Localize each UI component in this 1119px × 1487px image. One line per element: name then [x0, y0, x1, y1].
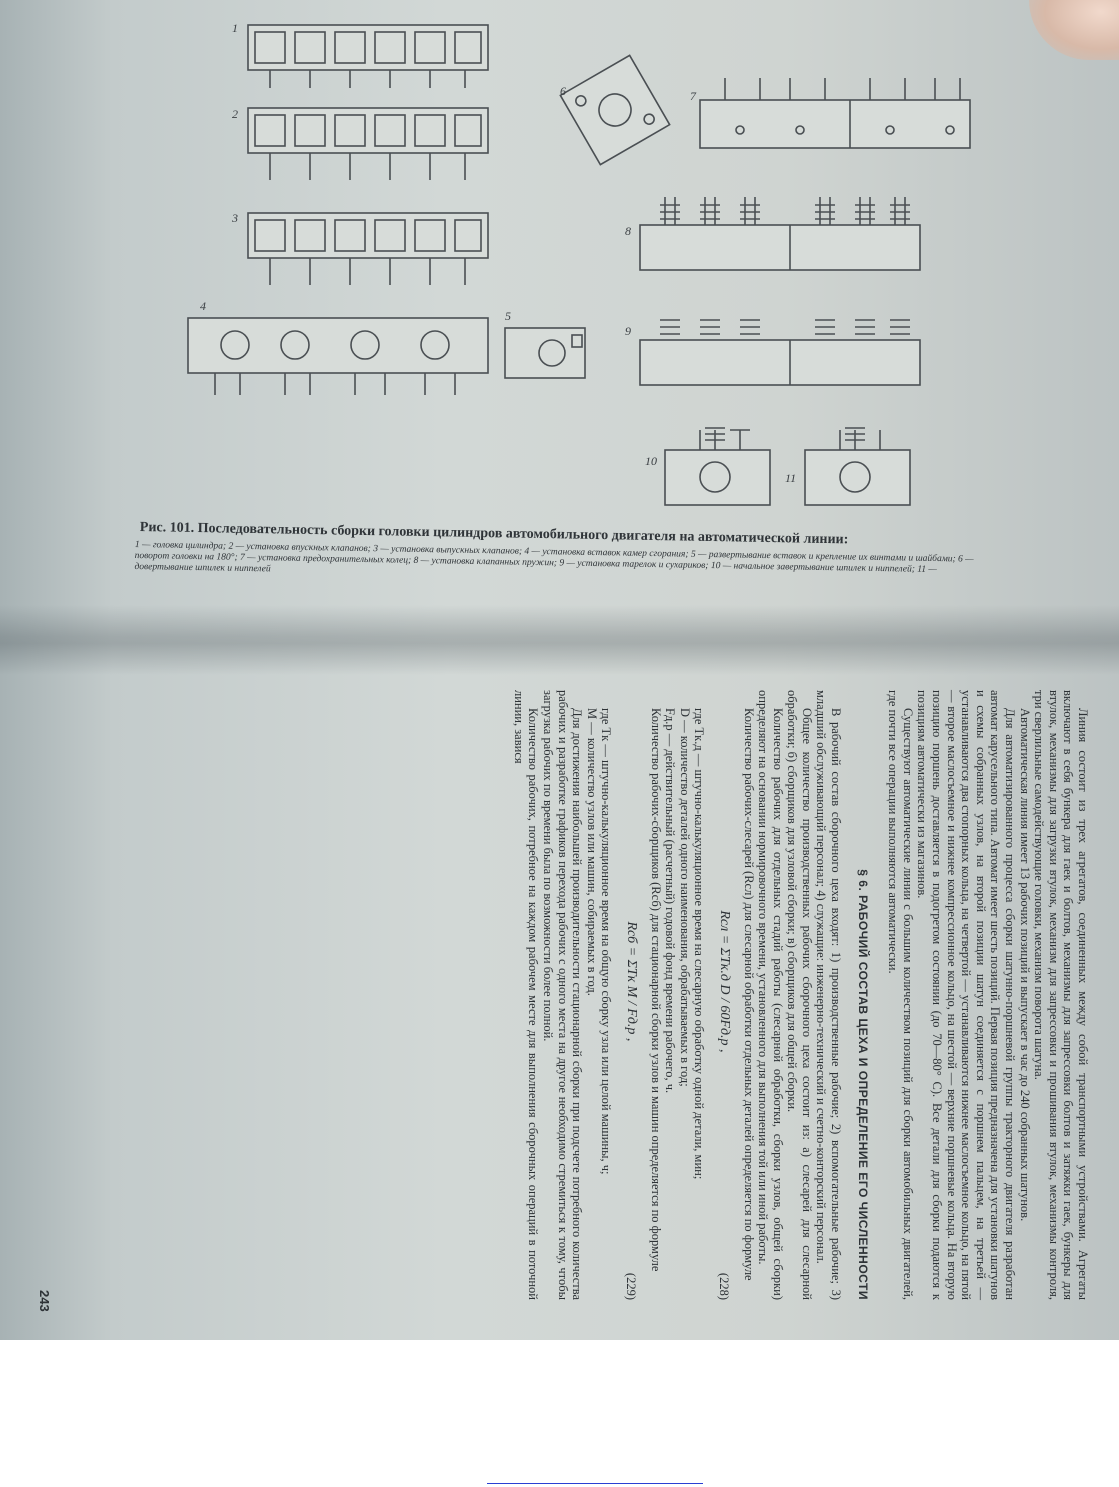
page-number: 243 — [37, 1290, 52, 1312]
paragraph: Автоматическая линия имеет 13 рабочих позиций и выпускает в час до 240 собранных шатунов. — [1017, 708, 1032, 1222]
figure-page — [134, 0, 990, 610]
fig-label-9: 9 — [625, 324, 631, 338]
head-block-11 — [805, 428, 910, 505]
fig-label-11: 11 — [785, 471, 797, 485]
paragraph: где Tк.д — штучно-калькуляционное время на слесарную обработку одной детали, мин; — [692, 708, 707, 1180]
head-block-4 — [188, 318, 488, 395]
head-block-6 — [560, 55, 669, 164]
paragraph: D — количество деталей одного наименования, обрабатываемых в год; — [677, 708, 692, 1087]
formula-229-expression: Rсб = ΣTк M / Fд.р , — [623, 921, 639, 1042]
book-gutter-shadow — [0, 605, 1119, 675]
formula-228 — [716, 690, 731, 1300]
fig-label-2: 2 — [232, 107, 238, 121]
fig-label-8: 8 — [625, 224, 631, 238]
figure-caption-title: Рис. 101. Последовательность сборки головки цилиндров автомобильного двигателя на автоматической линии: — [139, 520, 849, 548]
paragraph: где Tк — штучно-калькуляционное время на общую сборку узла или целой машины, ч; — [599, 708, 614, 1175]
paragraph: Для достижения наибольшей производительности стационарной сборки при подсчете потребного количества рабочих и разработке графиков перехода рабочих с одного места на другое необходимо стремиться к тому, чтобы загрузка рабочих по времени была по возможности более полной. — [541, 690, 585, 1300]
head-block-9 — [640, 320, 920, 385]
fig-label-7: 7 — [690, 89, 696, 103]
text-page — [37, 690, 1090, 1320]
paragraph: Количество рабочих, потребное на каждом рабочем месте для выполнения сборочных операций в поточной линии, завися — [511, 690, 541, 1300]
paragraph: M — количество узлов или машин, собираемых в год. — [584, 708, 599, 996]
text-column — [511, 690, 1090, 1300]
paragraph: Fд.р — действительный (расчетный) годовой фонд времени рабочего, ч. — [663, 708, 678, 1094]
paragraph: Существуют автоматические линии с большим количеством позиций для сборки автомобильных двигателей, где почти все операции выполняются автоматически. — [886, 690, 915, 1300]
paragraph: Для автоматизированного процесса сборки шатунно-поршневой группы тракторного двигателя разработан автомат карусельного типа. Автомат имеет шесть позиций. Первая позиция предназначена для установки шатунов и схемы собранных узлов, на второй позиции шатун соединяется с поршнем пальцем, на третьей — устанавливаются два стопорных кольца, на четвертой — устанавливаются нижнее маслосъемное кольцо, на пятой — второе маслосъемное и нижнее компрессионное кольцо, на шестой — верхние поршневые кольца. На вторую позицию поршень доставляется в подогретом состоянии (до 70—80° C). Все детали для сборки подаются к позициям автоматически из магазинов. — [915, 690, 1018, 1300]
head-block-3 — [248, 213, 488, 285]
section-heading: § 6. РАБОЧИЙ СОСТАВ ЦЕХА И ОПРЕДЕЛЕНИЕ ЕГО ЧИСЛЕННОСТИ — [855, 869, 870, 1300]
paragraph: Линия состоит из трех агрегатов, соединенных между собой транспортными устройствами. Агрегаты включают в себя бункера для гаек и болтов, механизмы для запрессовки болтов и затяжки гаек, бункеры для втулок, механизмы для загрузки втулок, механизм для запрессовки и прошивания втулок, механизмы контроля, три сверлильные самодействующие головки, механизм поворота шатуна. — [1032, 690, 1090, 1300]
paragraph: Количество рабочих для отдельных стадий работы (слесарной обработки, сборки узлов, общей сборки) определяют на основании нормировочного времени, установленного для выполнения той или иной работы. — [756, 690, 785, 1300]
fig-label-6: 6 — [560, 84, 566, 98]
paragraph: Количество рабочих-слесарей (Rсл) для слесарной обработки отдельных деталей определяется по формуле — [741, 708, 756, 1281]
head-block-7 — [700, 78, 970, 148]
fig-label-5: 5 — [505, 309, 511, 323]
fig-label-3: 3 — [232, 211, 238, 225]
fig-label-1: 1 — [232, 21, 238, 35]
formula-228-number: (228) — [716, 1272, 731, 1300]
formula-229-number: (229) — [623, 1272, 638, 1300]
fig-label-10: 10 — [645, 454, 657, 468]
formula-229 — [623, 690, 638, 1300]
head-block-5 — [505, 328, 585, 378]
fig-label-4: 4 — [200, 299, 206, 313]
head-block-8 — [640, 197, 920, 270]
paragraph: В рабочий состав сборочного цеха входят: 1) производственные рабочие; 2) вспомогательные рабочие; 3) младший обслуживающий персонал; 4) служащие: инженерно-технический и счетно-конторский персонал. — [814, 690, 844, 1300]
link-underline[interactable] — [487, 1483, 703, 1484]
paragraph: Количество рабочих-сборщиков (Rсб) для стационарной сборки узлов и машин определяется по формуле — [648, 708, 663, 1272]
paragraph: Общее количество производственных рабочих сборочного цеха состоит из: а) слесарей для слесарной обработки; б) сборщиков для узловой сборки; в) сборщиков для общей сборки. — [785, 690, 814, 1300]
head-block-2 — [248, 108, 488, 180]
head-block-10 — [665, 428, 770, 505]
assembly-figure — [160, 0, 990, 610]
head-block-1 — [248, 25, 488, 88]
figure-caption-body: 1 — головка цилиндра; 2 — установка впускных клапанов; 3 — установка выпускных клапанов; 4 — установка вставок камер сгорания; 5 — развертывание вставок и крепление их винтами и шайбами; 6 — поворот головки на 180°; 7 — установка предохранительных колец; 8 — установка клапанных пружин; 9 — установка тарелок и сухариков; 10 — начальное завертывание шпилек и ниппелей; 11 — довертывание шпилек и ниппелей — [134, 540, 974, 575]
formula-228-expression: Rсл = ΣTк.д D / 60Fд.р , — [716, 910, 732, 1053]
finger-edge — [1029, 0, 1119, 60]
